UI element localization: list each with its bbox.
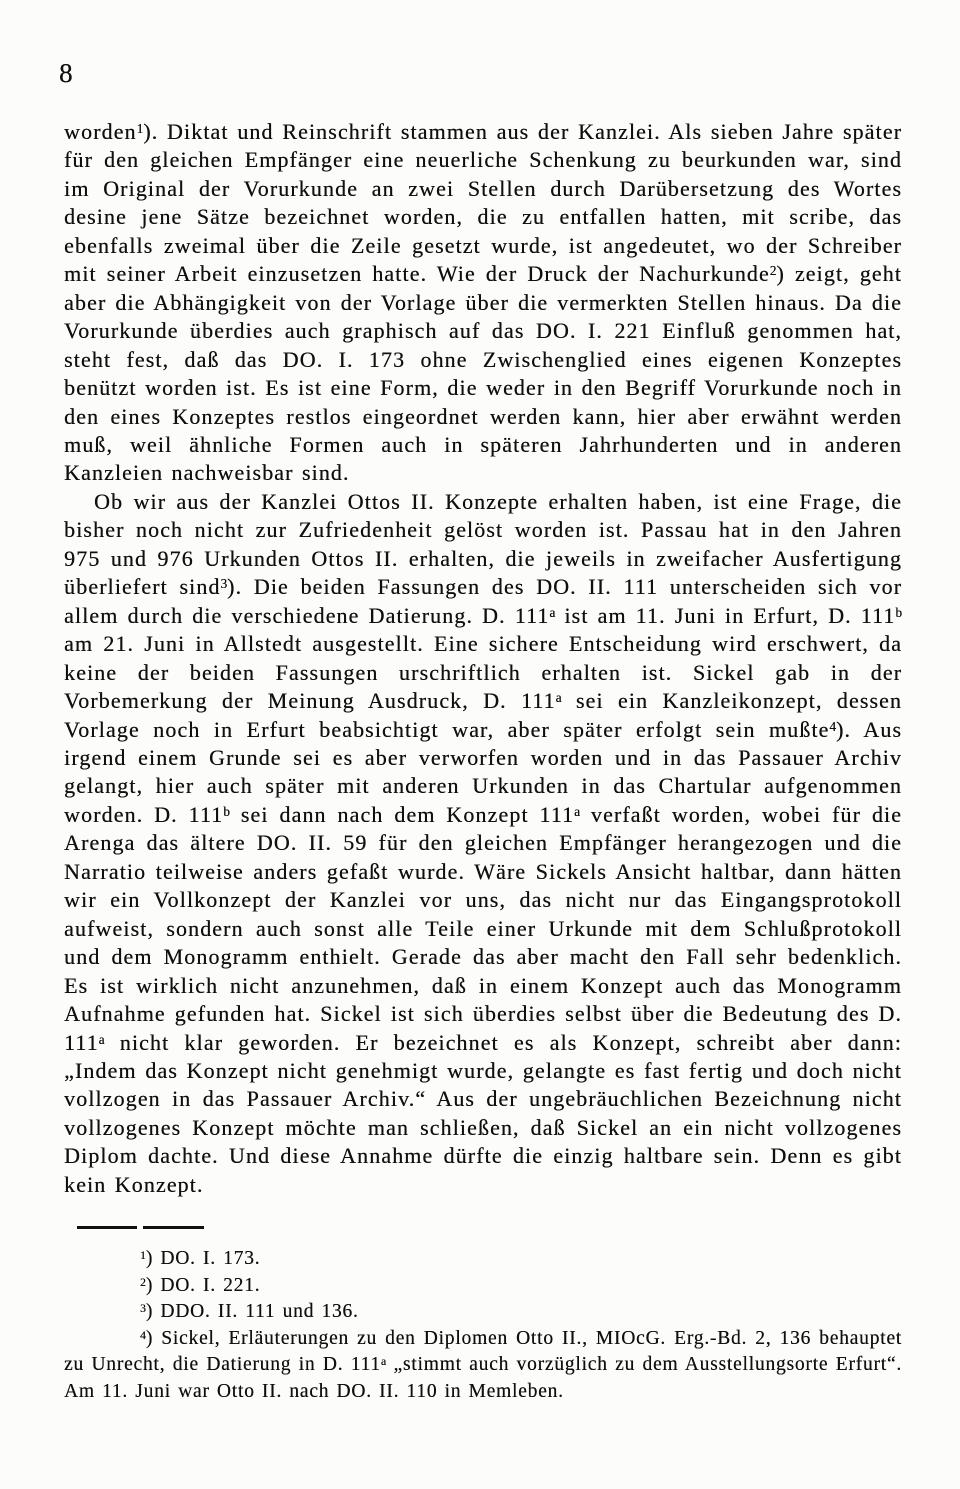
page-number: 8 bbox=[59, 58, 73, 88]
superscript-marker: b bbox=[223, 803, 230, 819]
superscript-marker: 4 bbox=[140, 1328, 146, 1342]
footnote-separator bbox=[77, 1226, 207, 1229]
text-run: ) DO. I. 221. bbox=[145, 1274, 261, 1296]
superscript-marker: 1 bbox=[136, 121, 144, 137]
superscript-marker: 4 bbox=[829, 718, 836, 734]
body-paragraph bbox=[64, 118, 902, 488]
superscript-marker: b bbox=[895, 604, 902, 620]
footnote-item bbox=[64, 1326, 902, 1406]
separator-dash bbox=[77, 1226, 137, 1229]
text-run: verfaßt worden, wobei für die Arenga das ältere DO. II. 59 für den gleichen Empfänger herangezogen und die Narratio teilweise anders gefaßt wurde. Wäre Sickels Ansicht haltbar, dann hätten wir ein Vollkonzept der Kanzlei vor uns, das nicht nur das Eingangsprotokoll aufweist, sondern auch sonst alle Teile einer Urkunde mit dem Schlußprotokoll und dem Monogramm enthielt. Gerade das aber macht den Fall sehr bedenklich. Es ist wirklich nicht anzunehmen, daß in einem Konzept auch das Monogramm Aufnahme gefunden hat. Sickel ist sich überdies selbst über die Bedeutung des D. 111 bbox=[64, 801, 903, 1055]
superscript-marker: a bbox=[574, 803, 580, 819]
text-run: ). Aus irgend einem Grunde sei es aber verworfen worden und in das Passauer Archiv gelangt, hier auch später mit anderen Urkunden in das Chartular aufgenommen worden. D. 111 bbox=[64, 716, 902, 827]
text-run: ) zeigt, geht aber die Abhängigkeit von der Vorlage über die vermerkten Stellen hinaus. Da die Vorurkunde überdies auch graphisch auf das DO. I. 221 Einfluß genommen hat, steht fest, daß das DO. I. 173 ohne Zwischenglied eines eigenen Konzeptes benützt worden ist. Es ist eine Form, die weder in den Begriff Vorurkunde noch in den eines Konzeptes restlos eingeordnet werden kann, hier aber erwähnt werden muß, weil ähnliche Formen auch in späteren Jahrhunderten und in anderen Kanzleien nachweisbar sind. bbox=[64, 261, 902, 486]
text-run: sei dann nach dem Konzept 111 bbox=[229, 801, 575, 827]
superscript-marker: 3 bbox=[220, 576, 228, 592]
superscript-marker: 2 bbox=[769, 263, 777, 279]
body-paragraph bbox=[64, 488, 902, 1199]
text-run: ). Die beiden Fassungen des DO. II. 111 unterscheiden sich vor allem durch die verschiedene Datierung. D. 111 bbox=[64, 574, 902, 628]
footnotes-section bbox=[64, 1246, 902, 1406]
text-run: ist am 11. Juni in Erfurt, D. 111 bbox=[555, 602, 896, 628]
superscript-marker: a bbox=[380, 1355, 387, 1369]
text-run: worden bbox=[64, 119, 137, 144]
superscript-marker: 2 bbox=[140, 1275, 146, 1289]
text-run: ). Diktat und Reinschrift stammen aus der Kanzlei. Als sieben Jahre später für den gleichen Empfänger eine neuerliche Schenkung zu beurkunden war, sind im Original der Vorurkunde an zwei Stellen durch Darübersetzung des Wortes desine jene Sätze bezeichnet worden, die zu entfallen hatten, mit scribe, das ebenfalls zweimal über die Zeile gesetzt wurde, ist angedeutet, wo der Schreiber mit seiner Arbeit einzusetzen hatte. Wie der Druck der Nachurkunde bbox=[64, 119, 902, 287]
text-run: ) DDO. II. 111 und 136. bbox=[145, 1301, 359, 1323]
superscript-marker: a bbox=[98, 1031, 105, 1047]
footnote-item bbox=[64, 1299, 902, 1326]
body-text bbox=[64, 118, 902, 1199]
superscript-marker: 1 bbox=[140, 1248, 146, 1262]
footnote-item bbox=[64, 1273, 902, 1300]
separator-dash bbox=[143, 1226, 204, 1229]
footnote-item bbox=[64, 1246, 902, 1273]
superscript-marker: 3 bbox=[140, 1301, 146, 1315]
text-run: ) Sickel, Erläuterungen zu den Diplomen Otto II., MIOcG. Erg.-Bd. 2, 136 behauptet zu Unrecht, die Datierung in D. 111 bbox=[64, 1327, 902, 1376]
superscript-marker: a bbox=[549, 604, 556, 620]
text-run: nicht klar geworden. Er bezeichnet es als Konzept, schreibt aber dann: „Indem das Konzept nicht genehmigt wurde, gelangte es fast fertig und doch nicht vollzogen in das Passauer Archiv.“ Aus der ungebräuchlichen Bezeichnung nicht vollzogenes Konzept möchte man schließen, daß Sickel an ein nicht vollzogenes Diplom dachte. Und diese Annahme dürfte die einzig haltbare sein. Denn es gibt kein Konzept. bbox=[64, 1029, 902, 1197]
text-run: am 21. Juni in Allstedt ausgestellt. Eine sichere Entscheidung wird erschwert, da keine der beiden Fassungen urschriftlich erhalten ist. Sickel gab in der Vorbemerkung der Meinung Ausdruck, D. 111 bbox=[64, 631, 902, 714]
text-run: ) DO. I. 173. bbox=[145, 1248, 261, 1269]
text-run: Ob wir aus der Kanzlei Ottos II. Konzepte erhalten haben, ist eine Frage, die bisher noch nicht zur Zufriedenheit gelöst worden ist. Passau hat in den Jahren 975 und 976 Urkunden Ottos II. erhalten, die jeweils in zweifacher Ausfertigung überliefert sind bbox=[64, 488, 902, 600]
superscript-marker: a bbox=[555, 690, 562, 706]
text-run: sei ein Kanzleikonzept, dessen Vorlage noch in Erfurt beabsichtigt war, aber später erfolgt sein mußte bbox=[64, 688, 903, 742]
text-run: „stimmt auch vorzüglich zu dem Ausstellungsorte Erfurt“. Am 11. Juni war Otto II. nach DO. II. 110 in Memleben. bbox=[64, 1354, 903, 1402]
